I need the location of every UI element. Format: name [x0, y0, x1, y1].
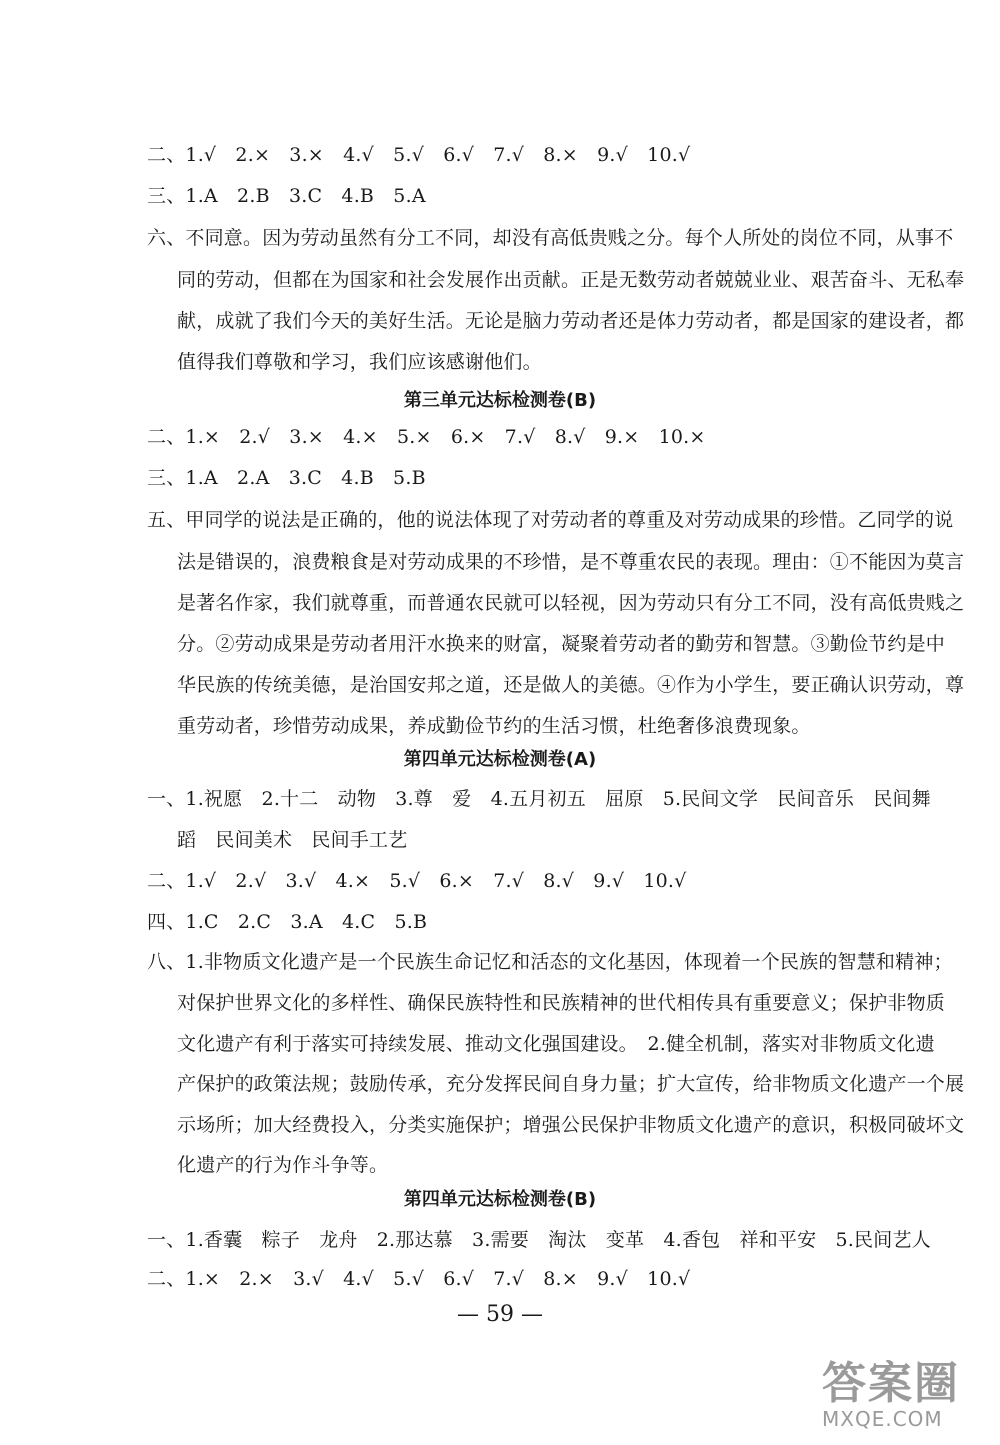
- answer-line: 重劳动者，珍惜劳动成果，养成勤俭节约的生活习惯，杜绝奢侈浪费现象。: [177, 715, 811, 737]
- answer-line: 分。②劳动成果是劳动者用汗水换来的财富，凝聚着劳动者的勤劳和智慧。③勤俭节约是中: [177, 633, 946, 655]
- answer-line: 二、1.√ 2.× 3.× 4.√ 5.√ 6.√ 7.√ 8.× 9.√ 10.√: [147, 144, 691, 166]
- answer-line: 四、1.C 2.C 3.A 4.C 5.B: [147, 911, 428, 933]
- answer-line: 化遗产的行为作斗争等。: [177, 1154, 389, 1176]
- page-number: — 59 —: [457, 1302, 543, 1327]
- answer-line: 对保护世界文化的多样性、确保民族特性和民族精神的世代相传具有重要意义；保护非物质: [177, 992, 946, 1014]
- answer-line: 三、1.A 2.B 3.C 4.B 5.A: [147, 185, 426, 207]
- answer-line: 献，成就了我们今天的美好生活。无论是脑力劳动者还是体力劳动者，都是国家的建设者，都: [177, 310, 965, 332]
- answer-line: 同的劳动，但都在为国家和社会发展作出贡献。正是无数劳动者兢兢业业、艰苦奋斗、无私奉: [177, 269, 965, 291]
- section-heading: 第三单元达标检测卷(B): [403, 390, 597, 411]
- answer-line: 一、1.香囊 粽子 龙舟 2.那达慕 3.需要 淘汰 变革 4.香包 祥和平安 5.民间艺人: [147, 1229, 931, 1251]
- answer-line: 产保护的政策法规；鼓励传承，充分发挥民间自身力量；扩大宣传，给非物质文化遗产一个展: [177, 1073, 965, 1095]
- section-heading: 第四单元达标检测卷(A): [403, 749, 597, 770]
- answer-line: 是著名作家，我们就尊重，而普通农民就可以轻视，因为劳动只有分工不同，没有高低贵贱之: [177, 592, 965, 614]
- watermark-logo: [822, 1360, 992, 1438]
- answer-line: 三、1.A 2.A 3.C 4.B 5.B: [147, 467, 426, 489]
- answer-line: 法是错误的，浪费粮食是对劳动成果的不珍惜，是不尊重农民的表现。理由：①不能因为莫言: [177, 551, 965, 573]
- answer-line: 二、1.× 2.√ 3.× 4.× 5.× 6.× 7.√ 8.√ 9.× 10.×: [147, 426, 706, 448]
- answer-line: 值得我们尊敬和学习，我们应该感谢他们。: [177, 351, 542, 373]
- answer-line: 示场所；加大经费投入，分类实施保护；增强公民保护非物质文化遗产的意识，积极同破坏文: [177, 1114, 965, 1136]
- answer-line: 八、1.非物质文化遗产是一个民族生命记忆和活态的文化基因，体现着一个民族的智慧和精神；: [147, 951, 953, 973]
- answer-line: 二、1.√ 2.√ 3.√ 4.× 5.√ 6.× 7.√ 8.√ 9.√ 10.√: [147, 870, 687, 892]
- answer-line: 六、不同意。因为劳动虽然有分工不同，却没有高低贵贱之分。每个人所处的岗位不同，从事不: [147, 227, 954, 249]
- answer-line: 华民族的传统美德，是治国安邦之道，还是做人的美德。④作为小学生，要正确认识劳动，尊: [177, 674, 965, 696]
- answer-line: 二、1.× 2.× 3.√ 4.√ 5.√ 6.√ 7.√ 8.× 9.√ 10.√: [147, 1268, 691, 1290]
- watermark-url: MXQE.COM: [822, 1407, 943, 1431]
- answer-line: 五、甲同学的说法是正确的，他的说法体现了对劳动者的尊重及对劳动成果的珍惜。乙同学的说: [147, 509, 954, 531]
- answer-line: 一、1.祝愿 2.十二 动物 3.尊 爱 4.五月初五 屈原 5.民间文学 民间音乐 民间舞: [147, 788, 931, 810]
- section-heading: 第四单元达标检测卷(B): [403, 1189, 597, 1210]
- answer-line: 蹈 民间美术 民间手工艺: [177, 829, 408, 851]
- answer-line: 文化遗产有利于落实可持续发展、推动文化强国建设。 2.健全机制，落实对非物质文化遗: [177, 1033, 935, 1055]
- watermark-title: 答案圈: [822, 1358, 960, 1409]
